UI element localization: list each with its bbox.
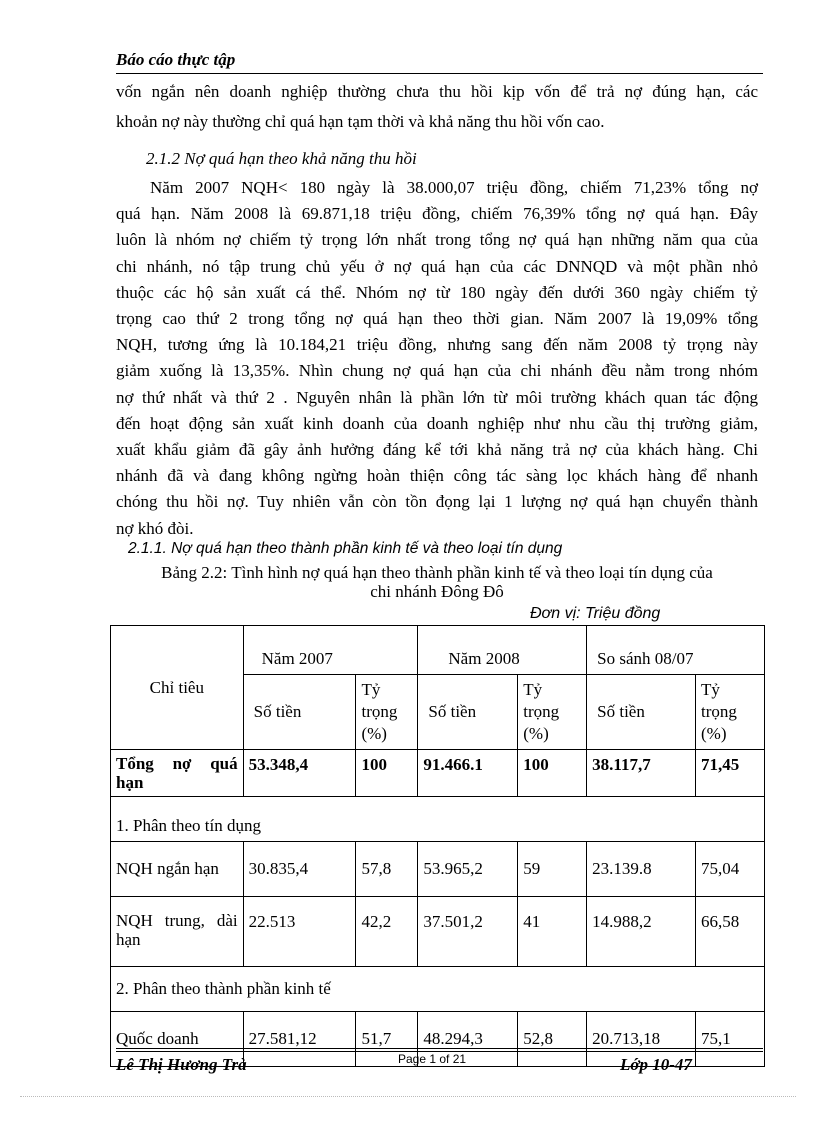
cell: 100	[518, 750, 587, 797]
cell: 41	[518, 897, 587, 967]
row-label: Tổng nợ quá hạn	[111, 750, 244, 797]
table-group-row	[111, 967, 765, 1012]
cell: 59	[518, 842, 587, 897]
footer-divider	[116, 1048, 763, 1049]
table-header-row	[111, 626, 765, 675]
text-line: trọng cao thứ 2 trong tổng nợ quá hạn theo thời gian. Năm 2007 là 19,09% tổng	[116, 309, 758, 329]
header-cell: Tỷ trọng (%)	[356, 675, 418, 750]
cell: 66,58	[696, 897, 765, 967]
header-cell: Số tiền	[243, 675, 356, 750]
footer-author: Lê Thị Hương Trà	[116, 1055, 247, 1074]
text-line: nhánh đã và đang không ngừng hoàn thiện công tác sàng lọc khách hàng để nhanh	[116, 466, 758, 486]
row-label: NQH trung, dài hạn	[111, 897, 244, 967]
section-heading-2-1-2: 2.1.2 Nợ quá hạn theo khả năng thu hồi	[146, 149, 417, 168]
row-label: Quốc doanh	[111, 1012, 244, 1067]
header-cell: Tỷ trọng (%)	[518, 675, 587, 750]
cell: 20.713,18	[587, 1012, 696, 1067]
table-caption	[116, 563, 758, 601]
cell: 51,7	[356, 1012, 418, 1067]
caption-line: Bảng 2.2: Tình hình nợ quá hạn theo thành phần kinh tế và theo loại tín dụng của	[161, 563, 713, 582]
page-edge	[20, 1096, 796, 1097]
text-line: NQH, tương ứng là 10.184,21 triệu đồng, nhưng sang đến năm 2008 tỷ trọng này	[116, 335, 758, 355]
group-label: 1. Phân theo tín dụng	[111, 797, 765, 842]
text-line: luôn là nhóm nợ chiếm tỷ trọng lớn nhất trong tổng nợ quá hạn những năm qua của	[116, 230, 758, 250]
cell: 48.294,3	[418, 1012, 518, 1067]
page-number: Page 1 of 21	[398, 1052, 467, 1066]
text-line: thuộc các hộ sản xuất cá thể. Nhóm nợ từ 180 ngày đến dưới 360 ngày chiếm tỷ	[116, 282, 758, 302]
text-line: chóng thu hồi nợ. Tuy nhiên vẫn còn tồn đọng lại 1 lượng nợ quá hạn chuyển thành	[116, 492, 758, 512]
text-line: quá hạn. Năm 2008 là 69.871,18 triệu đồng, chiếm 76,39% tổng nợ quá hạn. Đây	[116, 204, 758, 224]
cell: 75,04	[696, 842, 765, 897]
text-line: xuất khẩu giảm đã gây ảnh hưởng đáng kể tới khả năng trả nợ của khách hàng. Chi	[116, 440, 758, 460]
section-heading-2-1-1: 2.1.1. Nợ quá hạn theo thành phần kinh tế và theo loại tín dụng	[128, 540, 563, 557]
cell: 91.466.1	[418, 750, 518, 797]
text-line: nợ thứ nhất và thứ 2 . Nguyên nhân là phần lớn từ môi trường khách quan tác động	[116, 387, 758, 407]
cell: 75,1	[696, 1012, 765, 1067]
cell: 37.501,2	[418, 897, 518, 967]
cell: 52,8	[518, 1012, 587, 1067]
table-group-row	[111, 797, 765, 842]
caption-line: chi nhánh Đông Đô	[370, 582, 504, 601]
intro-paragraph	[116, 79, 758, 139]
cell: 30.835,4	[243, 842, 356, 897]
report-header: Báo cáo thực tập	[116, 50, 763, 74]
header-cell: Số tiền	[587, 675, 696, 750]
text-line: đến hoạt động sản xuất kinh doanh của doanh nghiệp như nhu cầu thị trường giảm,	[116, 413, 758, 433]
cell: 14.988,2	[587, 897, 696, 967]
cell: 100	[356, 750, 418, 797]
cell: 53.348,4	[243, 750, 356, 797]
cell: 57,8	[356, 842, 418, 897]
text-line: Năm 2007 NQH< 180 ngày là 38.000,07 triệu đồng, chiếm 71,23% tổng nợ	[150, 178, 758, 197]
group-label: 2. Phân theo thành phần kinh tế	[111, 967, 765, 1012]
text-line: nợ khó đòi.	[116, 518, 194, 538]
footer-class: Lớp 10-47	[620, 1055, 692, 1074]
text-line: chi nhánh, nó tập trung chủ yếu ở nợ quá hạn của các DNNQD và một phần nhỏ	[116, 256, 758, 276]
cell: 71,45	[696, 750, 765, 797]
cell: 27.581,12	[243, 1012, 356, 1067]
table-row	[111, 750, 765, 797]
unit-label: Đơn vị: Triệu đồng	[530, 605, 661, 622]
cell: 22.513	[243, 897, 356, 967]
cell: 23.139.8	[587, 842, 696, 897]
header-cell: Chỉ tiêu	[111, 626, 244, 750]
body-paragraph	[116, 175, 758, 542]
header-cell: Năm 2008	[418, 626, 587, 675]
text-line: khoản nợ này thường chỉ quá hạn tạm thời và khả năng thu hồi vốn cao.	[116, 112, 605, 132]
cell: 53.965,2	[418, 842, 518, 897]
text-line: giảm xuống là 13,35%. Nhìn chung nợ quá hạn của chi nhánh đều nằm trong nhóm	[116, 361, 758, 381]
header-cell: So sánh 08/07	[587, 626, 765, 675]
header-cell: Năm 2007	[243, 626, 418, 675]
header-cell: Số tiền	[418, 675, 518, 750]
header-cell: Tỷ trọng (%)	[696, 675, 765, 750]
cell: 42,2	[356, 897, 418, 967]
overdue-debt-table	[110, 625, 765, 1067]
table-row	[111, 842, 765, 897]
cell: 38.117,7	[587, 750, 696, 797]
text-line: vốn ngắn nên doanh nghiệp thường chưa thu hồi kịp vốn để trả nợ đúng hạn, các	[116, 82, 758, 101]
row-label: NQH ngắn hạn	[111, 842, 244, 897]
table-row	[111, 897, 765, 967]
